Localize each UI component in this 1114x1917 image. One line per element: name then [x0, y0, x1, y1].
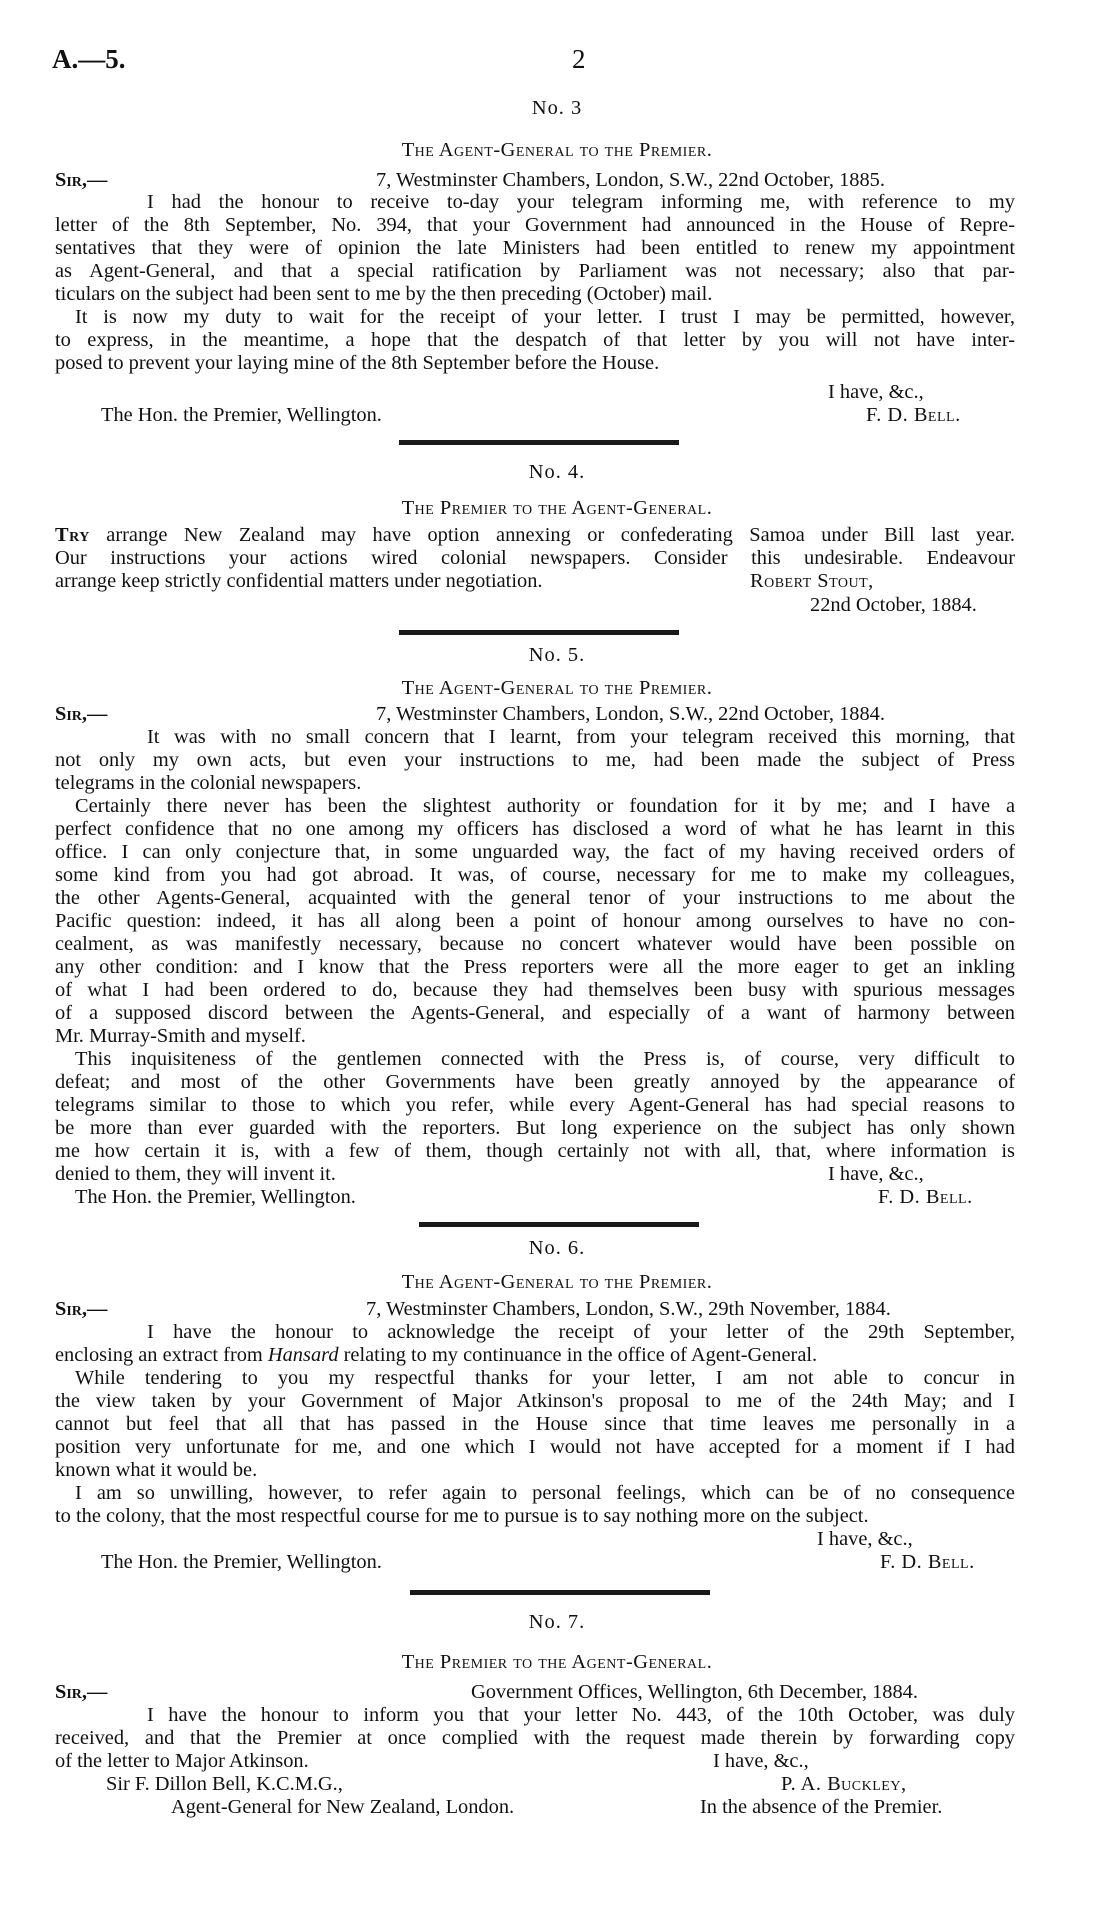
- recipient-name: Sir F. Dillon Bell, K.C.M.G.,: [106, 1773, 343, 1795]
- text-line: cealment, as was manifestly necessary, because no concert whatever would have been possible on: [55, 933, 1015, 955]
- text-line: any other condition: and I know that the Press reporters were all the more eager to get an inkling: [55, 956, 1015, 978]
- closing: I have, &c.,: [828, 381, 924, 403]
- text-line: While tendering to you my respectful thanks for your letter, I am not able to concur in: [75, 1367, 1015, 1389]
- text-line: It was with no small concern that I learnt, from your telegram received this morning, that: [147, 726, 1015, 748]
- text-line: perfect confidence that no one among my officers has disclosed a word of what he has learnt in this: [55, 818, 1015, 840]
- text-line: I have the honour to inform you that your letter No. 443, of the 10th October, was duly: [147, 1704, 1015, 1726]
- text-line: denied to them, they will invent it.: [55, 1163, 336, 1185]
- text-line: of the letter to Major Atkinson.: [55, 1750, 309, 1772]
- letter-route: The Agent-General to the Premier.: [401, 139, 713, 161]
- text-line: It is now my duty to wait for the receipt of your letter. I trust I may be permitted, however,: [75, 306, 1015, 328]
- text-line: Certainly there never has been the slightest authority or foundation for it by me; and I have a: [75, 795, 1015, 817]
- italic-title: Hansard: [267, 1344, 339, 1366]
- text-line: cannot but feel that all that has passed in the House since that time leaves me personally in a: [55, 1413, 1015, 1435]
- letter-route: The Agent-General to the Premier.: [401, 677, 713, 699]
- text-line: to express, in the meantime, a hope that the despatch of that letter by you will not have inter-: [55, 329, 1015, 351]
- text-line: received, and that the Premier at once complied with the request made therein by forwarding copy: [55, 1727, 1015, 1749]
- salutation: Sir,—: [55, 1681, 108, 1703]
- section-divider: [399, 440, 679, 445]
- letter-route: The Agent-General to the Premier.: [401, 1271, 713, 1293]
- salutation: Sir,—: [55, 703, 108, 725]
- salutation: Sir,—: [55, 1298, 108, 1320]
- text-line: letter of the 8th September, No. 394, that your Government had announced in the House of Repre-: [55, 214, 1015, 236]
- closing: I have, &c.,: [817, 1528, 913, 1550]
- text-line: Pacific question: indeed, it has all along been a point of honour among ourselves to have no con-: [55, 910, 1015, 932]
- text-line: be more than ever guarded with the reporters. But long experience on the subject has only shown: [55, 1117, 1015, 1139]
- text-span: relating to my continuance in the office of Agent-General.: [338, 1344, 818, 1366]
- letter-route: The Premier to the Agent-General.: [401, 497, 713, 519]
- text-line: some kind from you had got abroad. It was, of course, necessary for me to make my colleagues,: [55, 864, 1015, 886]
- text-line: arrange keep strictly confidential matters under negotiation.: [55, 570, 543, 592]
- text-line: ticulars on the subject had been sent to me by the then preceding (October) mail.: [55, 283, 713, 305]
- letter-date: 22nd October, 1884.: [810, 594, 977, 616]
- text-line: the view taken by your Government of Major Atkinson's proposal to me of the 24th May; and I: [55, 1390, 1015, 1412]
- letter-address: Government Offices, Wellington, 6th December, 1884.: [471, 1681, 918, 1703]
- letter-number: No. 5.: [528, 644, 586, 666]
- letter-number: No. 4.: [528, 461, 586, 483]
- letter-number: No. 7.: [528, 1611, 586, 1633]
- text-line: the other Agents-General, acquainted with the general tenor of your instructions to me about the: [55, 887, 1015, 909]
- page-header: [52, 44, 1012, 84]
- text-line: This inquisiteness of the gentlemen connected with the Press is, of course, very difficult to: [75, 1048, 1015, 1070]
- text-line: I have the honour to acknowledge the receipt of your letter of the 29th September,: [147, 1321, 1015, 1343]
- text-line: sentatives that they were of opinion the late Ministers had been entitled to renew my appointment: [55, 237, 1015, 259]
- text-line: office. I can only conjecture that, in some unguarded way, the fact of my having received orders of: [55, 841, 1015, 863]
- page-number: 2: [572, 44, 586, 74]
- text-line: not only my own acts, but even your instructions to me, had been made the subject of Press: [55, 749, 1015, 771]
- first-word: Try: [55, 524, 90, 546]
- letter-address: 7, Westminster Chambers, London, S.W., 22nd October, 1884.: [376, 703, 885, 725]
- text-line: [55, 1343, 1015, 1367]
- letter-address: 7, Westminster Chambers, London, S.W., 22nd October, 1885.: [376, 169, 885, 191]
- text-line: of a supposed discord between the Agents-General, and especially of a want of harmony between: [55, 1002, 1015, 1024]
- signature-note: In the absence of the Premier.: [700, 1796, 943, 1818]
- signature: F. D. Bell.: [866, 404, 961, 426]
- section-divider: [419, 1222, 699, 1227]
- addressee: The Hon. the Premier, Wellington.: [101, 1551, 382, 1573]
- text-span: arrange New Zealand may have option annexing or confederating Samoa under Bill last year.: [89, 524, 1015, 546]
- text-line: [55, 523, 1015, 547]
- text-line: defeat; and most of the other Governments have been greatly annoyed by the appearance of: [55, 1071, 1015, 1093]
- addressee: The Hon. the Premier, Wellington.: [75, 1186, 356, 1208]
- text-line: I am so unwilling, however, to refer again to personal feelings, which can be of no consequence: [75, 1482, 1015, 1504]
- text-line: Our instructions your actions wired colonial newspapers. Consider this undesirable. Endeavour: [55, 547, 1015, 569]
- letter-number: No. 6.: [528, 1237, 586, 1259]
- text-line: as Agent-General, and that a special ratification by Parliament was not necessary; also that par-: [55, 260, 1015, 282]
- text-line: Mr. Murray-Smith and myself.: [55, 1025, 306, 1047]
- section-divider: [399, 630, 679, 635]
- text-line: telegrams in the colonial newspapers.: [55, 772, 362, 794]
- letter-route: The Premier to the Agent-General.: [401, 1651, 713, 1673]
- salutation: Sir,—: [55, 169, 108, 191]
- closing: I have, &c.,: [828, 1163, 924, 1185]
- text-span: enclosing an extract from: [55, 1344, 268, 1366]
- signature: P. A. Buckley,: [781, 1773, 907, 1795]
- section-divider: [410, 1590, 710, 1595]
- addressee: The Hon. the Premier, Wellington.: [101, 404, 382, 426]
- recipient-title: Agent-General for New Zealand, London.: [171, 1796, 515, 1818]
- signature: F. D. Bell.: [880, 1551, 975, 1573]
- text-line: me how certain it is, with a few of them, though certainly not with all, that, where information is: [55, 1140, 1015, 1162]
- text-line: position very unfortunate for me, and one which I would not have accepted for a moment if I had: [55, 1436, 1015, 1458]
- text-line: to the colony, that the most respectful course for me to pursue is to say nothing more on the subject.: [55, 1505, 869, 1527]
- text-line: of what I had been ordered to do, because they had themselves been busy with spurious messages: [55, 979, 1015, 1001]
- letter-address: 7, Westminster Chambers, London, S.W., 29th November, 1884.: [366, 1298, 891, 1320]
- document-code: A.—5.: [52, 44, 126, 74]
- text-line: I had the honour to receive to-day your telegram informing me, with reference to my: [147, 191, 1015, 213]
- text-line: telegrams similar to those to which you refer, while every Agent-General has had special reasons to: [55, 1094, 1015, 1116]
- signature: Robert Stout,: [750, 570, 874, 592]
- text-line: known what it would be.: [55, 1459, 258, 1481]
- letter-number: No. 3: [531, 97, 583, 119]
- signature: F. D. Bell.: [878, 1186, 973, 1208]
- closing: I have, &c.,: [713, 1750, 809, 1772]
- text-line: posed to prevent your laying mine of the 8th September before the House.: [55, 352, 660, 374]
